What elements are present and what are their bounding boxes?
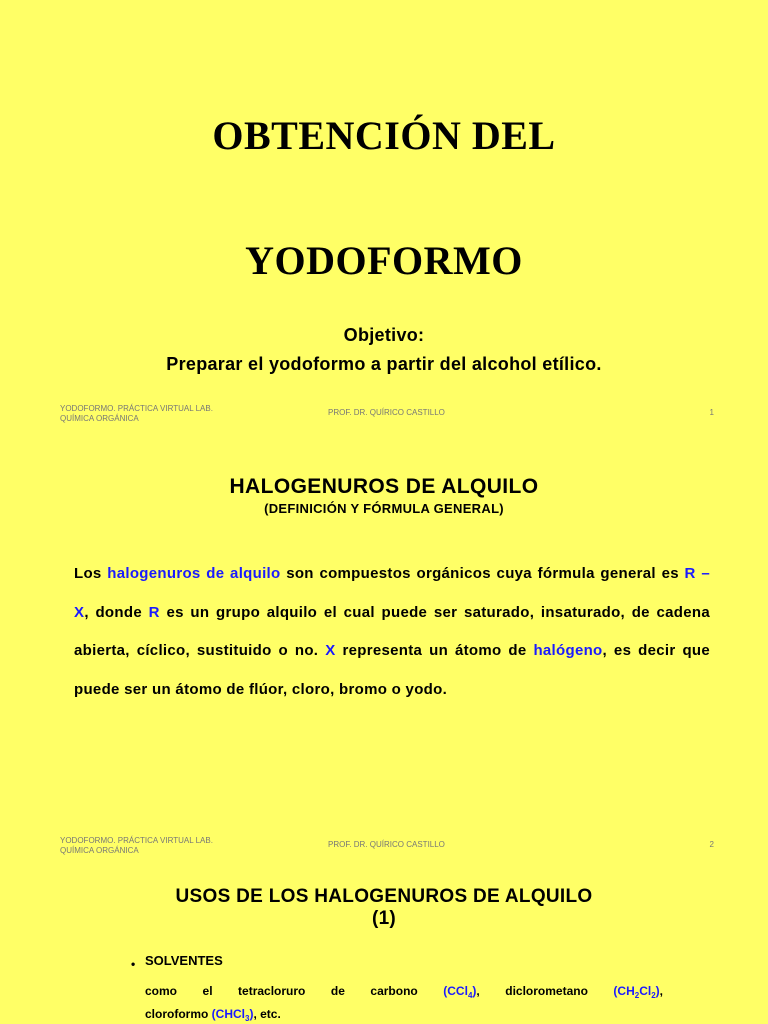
- para-text: Los: [74, 565, 108, 582]
- footer-course-line2: QUÍMICA ORGÁNICA: [60, 414, 139, 423]
- bullet-solventes: SOLVENTES: [145, 953, 223, 968]
- footer-page-number: 2: [709, 840, 714, 849]
- solvent-text: cloroformo: [145, 1007, 212, 1021]
- slide1-title-line1: OBTENCIÓN DEL: [212, 113, 556, 158]
- bullet-icon: •: [131, 957, 136, 971]
- solvents-line-1: [145, 983, 663, 999]
- footer-author: PROF. DR. QUÍRICO CASTILLO: [328, 408, 445, 417]
- solvent-text: , diclorometano: [476, 984, 614, 998]
- solvent-text: , etc.: [253, 1007, 281, 1021]
- solvent-text: ,: [659, 984, 663, 998]
- formula-ch2cl2: $(CH_2Cl_2)$: [613, 984, 660, 1000]
- footer-course-line1: YODOFORMO. PRÁCTICA VIRTUAL LAB.: [60, 404, 213, 413]
- para-text: es un grupo alquilo el cual puede ser saturado, insaturado, de cadena abierta, cíclico, sustituido o no.: [74, 603, 710, 659]
- slide-3: [0, 866, 768, 1024]
- formula-ccl4: (CCl$_4$): [443, 984, 477, 1000]
- slide-2: [0, 432, 768, 866]
- para-text: representa un átomo de: [335, 642, 534, 659]
- slide3-title-line1: USOS DE LOS HALOGENUROS DE ALQUILO: [175, 886, 593, 907]
- slide1-title-line2: YODOFORMO: [245, 238, 523, 283]
- footer-page-number: 1: [709, 408, 714, 417]
- slide2-subtitle: (DEFINICIÓN Y FÓRMULA GENERAL): [264, 501, 504, 516]
- objective-label: Objetivo:: [343, 325, 425, 345]
- slide3-title-line2: (1): [371, 908, 397, 929]
- symbol-x: X: [325, 642, 336, 659]
- footer-course-line2: QUÍMICA ORGÁNICA: [60, 846, 139, 855]
- objective-text: Preparar el yodoformo a partir del alcohol etílico.: [166, 354, 602, 374]
- solvents-line-2: [145, 1006, 663, 1022]
- footer-course: [60, 404, 260, 424]
- definition-paragraph: [74, 555, 710, 709]
- para-text: , donde: [84, 603, 149, 621]
- formula-chcl3: (CHCl$_3$): [211, 1007, 254, 1023]
- footer-course: [60, 836, 260, 856]
- para-text: , es decir que puede ser un átomo de flúor, cloro, bromo o yodo.: [74, 642, 711, 698]
- footer-author: PROF. DR. QUÍRICO CASTILLO: [328, 840, 445, 849]
- slide2-title: HALOGENUROS DE ALQUILO: [229, 475, 539, 498]
- slide-1: [0, 0, 768, 432]
- formula-r-x: R – X: [74, 565, 711, 621]
- term-halogenuros: halogenuros de alquilo: [107, 565, 281, 582]
- footer-course-line1: YODOFORMO. PRÁCTICA VIRTUAL LAB.: [60, 836, 213, 845]
- term-halogeno: halógeno: [533, 642, 603, 659]
- para-text: son compuestos orgánicos cuya fórmula general es: [280, 565, 685, 582]
- solvent-text: como el tetracloruro de carbono: [145, 984, 444, 998]
- symbol-r: R: [148, 603, 160, 621]
